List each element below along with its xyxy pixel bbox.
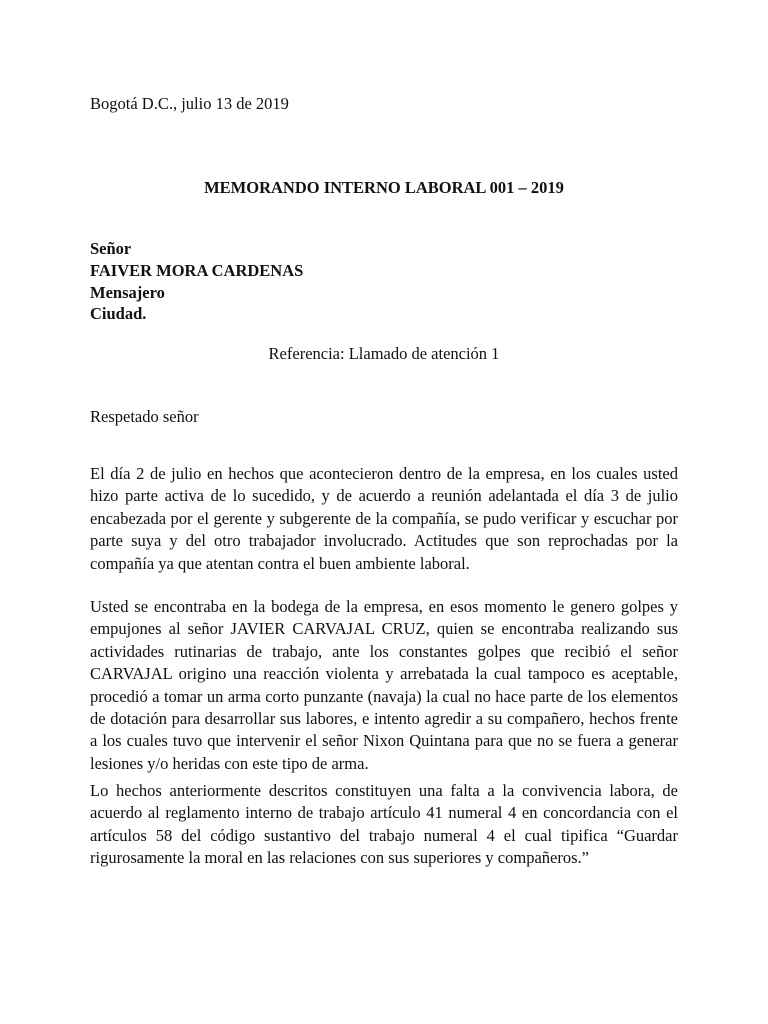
body-paragraph-3: Lo hechos anteriormente descritos constituyen una falta a la convivencia labora, de acuerdo al reglamento interno de trabajo artículo 41 numeral 4 en concordancia con el artículos 58 del código sustantivo del trabajo numeral 4 el cual tipifica “Guardar rigurosamente la moral en las relaciones con sus superiores y compañeros.” (90, 781, 678, 868)
greeting: Respetado señor (90, 407, 199, 426)
recipient-salutation-title: Señor (90, 239, 132, 258)
date-line: Bogotá D.C., julio 13 de 2019 (90, 94, 289, 113)
reference-line: Referencia: Llamado de atención 1 (268, 344, 500, 363)
recipient-position: Mensajero (90, 283, 165, 302)
body-paragraph-2: Usted se encontraba en la bodega de la empresa, en esos momento le genero golpes y empujones al señor JAVIER CARVAJAL CRUZ, quien se encontraba realizando sus actividades rutinarias de trabajo, ante los constantes golpes que recibió el señor CARVAJAL origino una reacción violenta y arrebatada la cual tampoco es aceptable, procedió a tomar un arma corto punzante (navaja) la cual no hace parte de los elementos de dotación para desarrollar sus labores, e intento agredir a su compañero, hechos frente a los cuales tuvo que intervenir el señor Nixon Quintana para que no se fuera a generar lesiones y/o heridas con este tipo de arma. (90, 597, 678, 773)
recipient-city: Ciudad. (90, 304, 147, 323)
recipient-name: FAIVER MORA CARDENAS (90, 261, 304, 280)
memo-title: MEMORANDO INTERNO LABORAL 001 – 2019 (204, 178, 564, 197)
body-paragraph-1: El día 2 de julio en hechos que acontecieron dentro de la empresa, en los cuales usted hizo parte activa de lo sucedido, y de acuerdo a reunión adelantada el día 3 de julio encabezada por el gerente y subgerente de la compañía, se pudo verificar y escuchar por parte suya y del otro trabajador involucrado. Actitudes que son reprochadas por la compañía ya que atentan contra el buen ambiente laboral. (90, 464, 678, 573)
